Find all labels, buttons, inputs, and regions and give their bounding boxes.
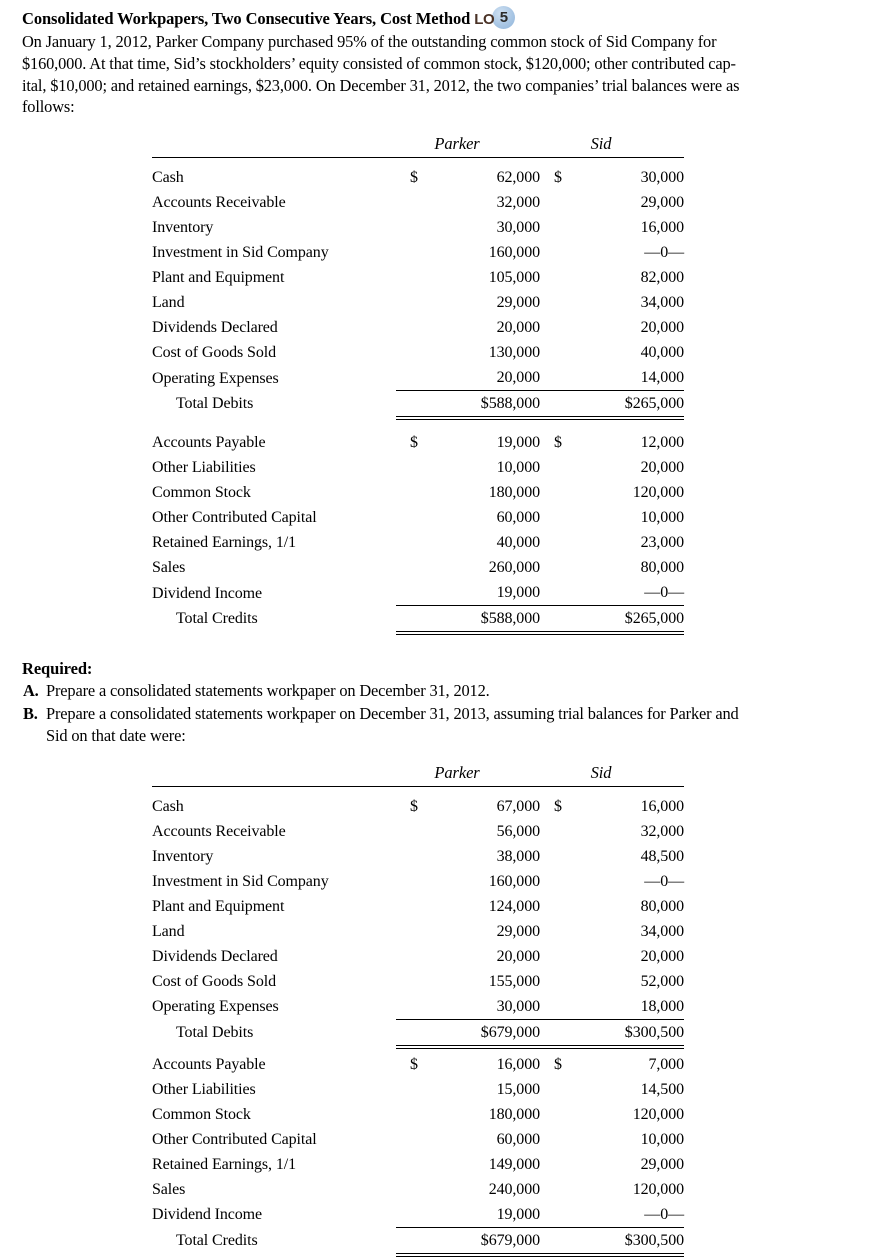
value-text: 62,000 [496, 169, 540, 187]
required-item-b [22, 703, 862, 747]
row-label: Dividend Income [152, 584, 263, 602]
row-value-sid: 48,500 [640, 847, 684, 865]
table-row [152, 1077, 684, 1102]
row-value-sid: —0— [540, 580, 684, 606]
row-value-sid [540, 794, 684, 819]
table-row [152, 505, 684, 530]
row-value-parker: 30,000 [396, 994, 540, 1020]
lo-circle-icon [492, 6, 515, 29]
table-row [152, 315, 684, 340]
value-text: 16,000 [640, 797, 684, 815]
column-header-sid: Sid [590, 134, 612, 154]
currency-symbol: $ [554, 1055, 562, 1073]
table-row [152, 215, 684, 240]
total-debits-row [152, 391, 684, 417]
total-value-parker: $679,000 [396, 1019, 540, 1045]
row-value-sid: 52,000 [640, 972, 684, 990]
required-letter: B. [23, 704, 38, 724]
row-value-sid: 10,000 [640, 1130, 684, 1148]
row-value-parker: 19,000 [396, 580, 540, 606]
row-label: Other Liabilities [152, 459, 256, 477]
table-row [152, 580, 684, 606]
row-value-parker: 149,000 [488, 1155, 540, 1173]
row-value-parker [396, 794, 540, 819]
row-value-sid: 18,000 [540, 994, 684, 1020]
row-label: Dividends Declared [152, 319, 278, 337]
table-row [152, 265, 684, 290]
row-value-parker: 60,000 [496, 1130, 540, 1148]
row-label: Accounts Payable [152, 1055, 266, 1073]
problem-line: $160,000. At that time, Sid’s stockholders’ equity consisted of common stock, $120,000; other contributed cap- [22, 54, 736, 73]
table-row [152, 455, 684, 480]
row-value-parker: 130,000 [488, 344, 540, 362]
row-label: Total Credits [176, 610, 258, 628]
row-label: Sales [152, 1180, 186, 1198]
total-credits-row [152, 1227, 684, 1253]
currency-symbol: $ [554, 169, 562, 187]
page-title [22, 6, 862, 30]
table-row [152, 969, 684, 994]
row-label: Inventory [152, 219, 214, 237]
row-value-sid: 34,000 [640, 922, 684, 940]
row-value-sid: —0— [644, 244, 684, 262]
trial-balance-2012-wrapper [152, 130, 684, 631]
table-row [152, 844, 684, 869]
row-label: Total Credits [176, 1231, 258, 1249]
table-row [152, 1052, 684, 1077]
row-value-sid: —0— [540, 1202, 684, 1228]
table-row [152, 480, 684, 505]
row-value-sid: 14,000 [540, 365, 684, 391]
row-value-sid: 16,000 [640, 219, 684, 237]
column-header-parker: Parker [434, 134, 480, 154]
value-text: 67,000 [496, 797, 540, 815]
row-value-parker: 105,000 [488, 269, 540, 287]
row-label: Other Contributed Capital [152, 1130, 317, 1148]
row-label: Total Debits [176, 1023, 254, 1041]
page-title-text: Consolidated Workpapers, Two Consecutive Years, Cost Method [22, 9, 471, 28]
row-value-sid: 120,000 [632, 1180, 684, 1198]
problem-line: On January 1, 2012, Parker Company purchased 95% of the outstanding common stock of Sid Company for [22, 32, 717, 52]
row-value-sid: 14,500 [640, 1080, 684, 1098]
row-value-parker [396, 165, 540, 190]
total-debits-row [152, 1019, 684, 1045]
table-row [152, 430, 684, 455]
row-value-sid: 29,000 [640, 1155, 684, 1173]
row-label: Land [152, 922, 185, 940]
row-label: Accounts Payable [152, 434, 266, 452]
required-item-a [22, 680, 862, 702]
lo-number: 5 [499, 9, 509, 26]
row-value-sid: 40,000 [640, 344, 684, 362]
row-value-parker: 32,000 [496, 194, 540, 212]
row-label: Accounts Receivable [152, 194, 286, 212]
row-value-parker: 240,000 [488, 1180, 540, 1198]
table-row [152, 1202, 684, 1228]
value-text: 19,000 [496, 434, 540, 452]
row-label: Retained Earnings, 1/1 [152, 534, 296, 552]
table-row [152, 819, 684, 844]
row-value-sid [540, 430, 684, 455]
row-value-sid: 80,000 [640, 559, 684, 577]
table-row [152, 1177, 684, 1202]
lo-label: LO [474, 11, 495, 28]
currency-symbol: $ [410, 1055, 418, 1073]
total-credits-row [152, 606, 684, 632]
column-header-parker: Parker [434, 762, 480, 782]
spacer [152, 786, 684, 794]
row-value-parker: 60,000 [496, 509, 540, 527]
row-label: Plant and Equipment [152, 269, 285, 287]
row-label: Plant and Equipment [152, 897, 285, 915]
row-value-parker: 180,000 [488, 484, 540, 502]
row-value-sid [540, 165, 684, 190]
table-row [152, 190, 684, 215]
row-label: Land [152, 294, 185, 312]
row-value-sid: 120,000 [632, 484, 684, 502]
row-label: Accounts Receivable [152, 822, 286, 840]
row-value-parker: 124,000 [488, 897, 540, 915]
table-row [152, 340, 684, 365]
row-label: Operating Expenses [152, 998, 279, 1016]
row-label: Investment in Sid Company [152, 244, 329, 262]
row-value-sid: 32,000 [640, 822, 684, 840]
total-value-parker: $588,000 [396, 606, 540, 632]
row-label: Cash [152, 169, 184, 187]
currency-symbol: $ [410, 434, 418, 452]
spacer [152, 158, 684, 166]
total-value-sid: $265,000 [540, 606, 684, 632]
table-row [152, 165, 684, 190]
row-label: Inventory [152, 847, 214, 865]
row-value-parker: 15,000 [496, 1080, 540, 1098]
row-value-parker: 56,000 [496, 822, 540, 840]
value-text: 16,000 [496, 1055, 540, 1073]
row-value-sid: 82,000 [640, 269, 684, 287]
trial-balance-2012 [152, 130, 684, 631]
required-heading: Required: [22, 659, 93, 679]
value-text: 30,000 [640, 169, 684, 187]
required-line: Prepare a consolidated statements workpaper on December 31, 2013, assuming trial balances for Parker and [46, 704, 739, 724]
row-value-parker: 20,000 [396, 365, 540, 391]
row-label: Other Liabilities [152, 1080, 256, 1098]
learning-objective-badge [474, 6, 515, 30]
trial-balance-2013-wrapper [152, 759, 684, 1253]
table-row [152, 555, 684, 580]
problem-line: follows: [22, 97, 75, 117]
row-value-parker: 155,000 [488, 972, 540, 990]
table-row [152, 944, 684, 969]
table-row [152, 994, 684, 1020]
table-row [152, 240, 684, 265]
required-text [46, 703, 862, 747]
row-label: Investment in Sid Company [152, 872, 329, 890]
row-value-parker: 160,000 [488, 244, 540, 262]
row-value-sid: 120,000 [632, 1105, 684, 1123]
row-value-parker [396, 1052, 540, 1077]
currency-symbol: $ [554, 797, 562, 815]
row-label: Common Stock [152, 484, 251, 502]
total-value-parker: $679,000 [396, 1227, 540, 1253]
row-value-sid: 34,000 [640, 294, 684, 312]
column-header-sid: Sid [590, 762, 612, 782]
table-row [152, 919, 684, 944]
total-value-sid: $300,500 [540, 1019, 684, 1045]
row-value-sid: 23,000 [640, 534, 684, 552]
row-value-parker: 180,000 [488, 1105, 540, 1123]
row-value-sid: 29,000 [640, 194, 684, 212]
row-label: Sales [152, 559, 186, 577]
required-text [46, 680, 862, 702]
row-value-sid: 10,000 [640, 509, 684, 527]
currency-symbol: $ [554, 434, 562, 452]
table-row [152, 365, 684, 391]
row-label: Common Stock [152, 1105, 251, 1123]
row-value-parker: 29,000 [496, 922, 540, 940]
table-row [152, 869, 684, 894]
row-value-parker: 160,000 [488, 872, 540, 890]
currency-symbol: $ [410, 797, 418, 815]
required-letter: A. [23, 681, 39, 701]
row-value-parker: 30,000 [496, 219, 540, 237]
row-value-parker: 19,000 [396, 1202, 540, 1228]
row-value-parker: 38,000 [496, 847, 540, 865]
row-label: Dividends Declared [152, 947, 278, 965]
row-value-parker: 260,000 [488, 559, 540, 577]
column-header-blank [152, 759, 396, 786]
row-label: Operating Expenses [152, 369, 279, 387]
table-header-row [152, 130, 684, 157]
value-text: 7,000 [648, 1055, 684, 1073]
row-value-sid: 20,000 [640, 459, 684, 477]
table-row [152, 290, 684, 315]
table-header-row [152, 759, 684, 786]
total-value-parker: $588,000 [396, 391, 540, 417]
total-value-sid: $300,500 [540, 1227, 684, 1253]
row-value-sid: 80,000 [640, 897, 684, 915]
required-line: Sid on that date were: [46, 725, 186, 745]
row-label: Cost of Goods Sold [152, 972, 276, 990]
row-label: Total Debits [176, 395, 254, 413]
row-value-sid [540, 1052, 684, 1077]
table-row [152, 530, 684, 555]
row-value-parker: 40,000 [496, 534, 540, 552]
row-value-parker: 20,000 [496, 319, 540, 337]
problem-statement [22, 31, 862, 118]
row-label: Cost of Goods Sold [152, 344, 276, 362]
total-value-sid: $265,000 [540, 391, 684, 417]
row-value-parker: 20,000 [496, 947, 540, 965]
table-row [152, 894, 684, 919]
row-label: Other Contributed Capital [152, 509, 317, 527]
row-value-sid: —0— [644, 872, 684, 890]
row-value-parker: 29,000 [496, 294, 540, 312]
row-label: Dividend Income [152, 1206, 263, 1224]
table-row [152, 794, 684, 819]
row-value-parker [396, 430, 540, 455]
required-section [22, 659, 862, 746]
table-row [152, 1152, 684, 1177]
trial-balance-2013 [152, 759, 684, 1253]
table-row [152, 1127, 684, 1152]
row-value-parker: 10,000 [496, 459, 540, 477]
currency-symbol: $ [410, 169, 418, 187]
row-value-sid: 20,000 [640, 319, 684, 337]
value-text: 12,000 [640, 434, 684, 452]
column-header-blank [152, 130, 396, 157]
row-label: Retained Earnings, 1/1 [152, 1155, 296, 1173]
row-value-sid: 20,000 [640, 947, 684, 965]
table-row [152, 1102, 684, 1127]
problem-line: ital, $10,000; and retained earnings, $23,000. On December 31, 2012, the two companies’ trial balances were as [22, 75, 740, 95]
required-line: Prepare a consolidated statements workpaper on December 31, 2012. [46, 681, 490, 701]
row-label: Cash [152, 797, 184, 815]
